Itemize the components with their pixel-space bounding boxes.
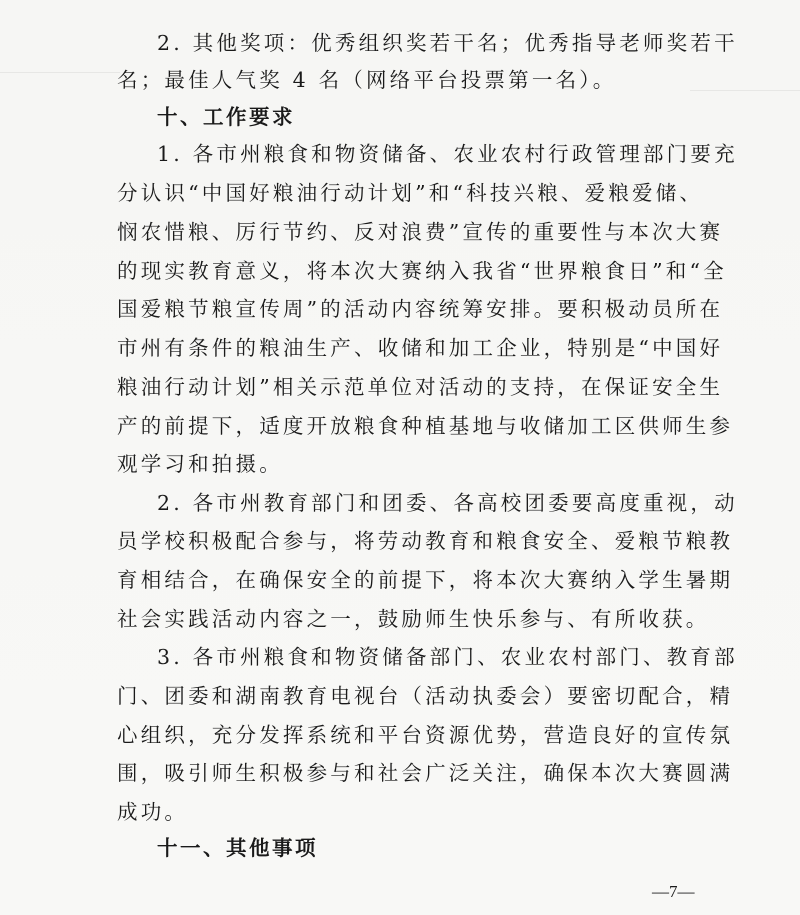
scan-artifact-line [690, 90, 800, 91]
page-number: —7— [652, 882, 695, 901]
item2-line-4: 社会实践活动内容之一，鼓励师生快乐参与、有所收获。 [117, 607, 710, 631]
item1-line-4: 的现实教育意义，将本次大赛纳入我省“世界粮食日”和“全 [117, 259, 727, 283]
item1-line-2: 分认识“中国好粮油行动计划”和“科技兴粮、爱粮爱储、 [117, 181, 704, 205]
item3-line-5: 成功。 [117, 800, 189, 824]
item1-line-8: 产的前提下，适度开放粮食种植基地与收储加工区供师生参 [117, 414, 734, 438]
item2-line-3: 育相结合，在确保安全的前提下，将本次大赛纳入学生暑期 [117, 568, 734, 592]
item2-line-1: 2. 各市州教育部门和团委、各高校团委要高度重视，动 [157, 491, 738, 515]
item1-line-6: 市州有条件的粮油生产、收储和加工企业，特别是“中国好 [117, 336, 724, 360]
item3-line-3: 心组织，充分发挥系统和平台资源优势，营造良好的宣传氛 [117, 723, 734, 747]
item3-line-2: 门、团委和湖南教育电视台（活动执委会）要密切配合，精 [117, 684, 734, 708]
item1-line-3: 悯农惜粮、厉行节约、反对浪费”宣传的重要性与本次大赛 [117, 220, 724, 244]
item2-line-2: 员学校积极配合参与，将劳动教育和粮食安全、爱粮节粮教 [117, 529, 734, 553]
scan-artifact-line [0, 72, 120, 73]
section-11-heading: 十一、其他事项 [157, 836, 318, 860]
section-10-heading: 十、工作要求 [157, 105, 295, 129]
item1-line-1: 1. 各市州粮食和物资储备、农业农村行政管理部门要充 [157, 142, 738, 166]
awards-line-1: 2. 其他奖项：优秀组织奖若干名；优秀指导老师奖若干 [157, 31, 738, 55]
item3-line-1: 3. 各市州粮食和物资储备部门、农业农村部门、教育部 [157, 645, 738, 669]
item1-line-9: 观学习和拍摄。 [117, 452, 283, 476]
awards-line-2: 名；最佳人气奖 4 名（网络平台投票第一名）。 [117, 68, 617, 92]
item1-line-7: 粮油行动计划”相关示范单位对活动的支持，在保证安全生 [117, 375, 724, 399]
item1-line-5: 国爱粮节粮宣传周”的活动内容统筹安排。要积极动员所在 [117, 297, 724, 321]
item3-line-4: 围，吸引师生积极参与和社会广泛关注，确保本次大赛圆满 [117, 761, 734, 785]
